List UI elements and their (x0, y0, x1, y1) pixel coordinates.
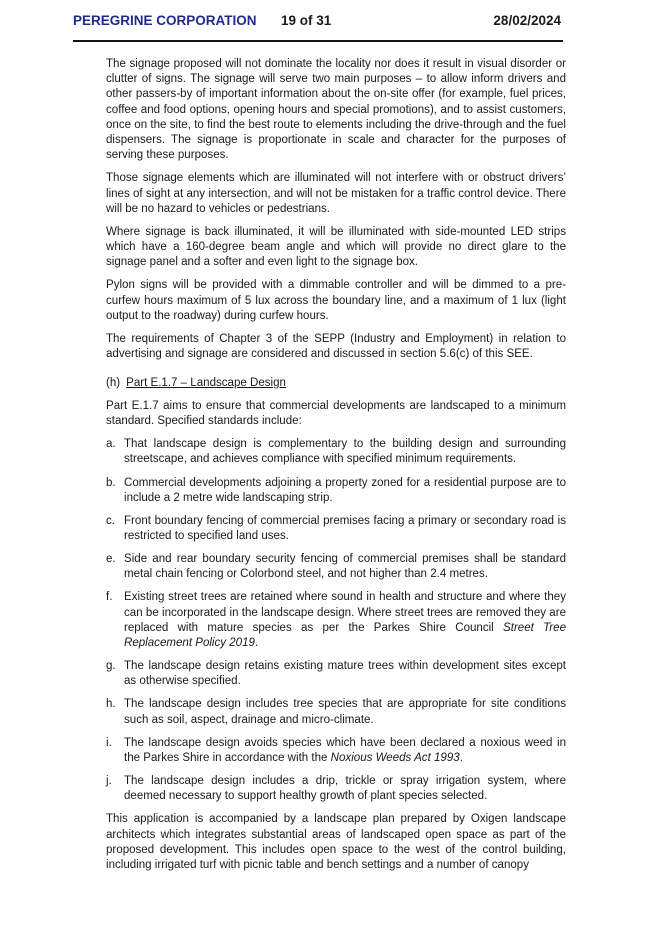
paragraph: Where signage is back illuminated, it will be illuminated with side-mounted LED strips which have a 160-degree beam angle and which will provide no direct glare to the signage panel and a softer and even light to the signage box. (106, 225, 566, 269)
list-item-text (124, 590, 566, 651)
list-item (106, 774, 566, 804)
document-body (106, 57, 566, 881)
list-item (106, 697, 566, 727)
closing-paragraph: This application is accompanied by a landscape plan prepared by Oxigen landscape architects which integrates substantial areas of landscaped open space as part of the proposed development. This includes open space to the west of the control building, including irrigated turf with picnic table and bench settings and a number of canopy (106, 813, 566, 871)
list-item-text: The landscape design retains existing mature trees within development sites except as otherwise specified. (124, 660, 566, 688)
section-heading (106, 376, 566, 391)
list-item-text (124, 736, 566, 766)
list-item-label: b. (106, 476, 116, 489)
section-title: Part E.1.7 – Landscape Design (126, 377, 286, 390)
list-item-label: i. (106, 736, 112, 749)
paragraph: Those signage elements which are illuminated will not interfere with or obstruct drivers’ lines of sight at any intersection, and will not be mistaken for a traffic control device. There will be no hazard to vehicles or pedestrians. (106, 172, 566, 215)
list-item-text-end: . (459, 751, 463, 764)
list-item-text: That landscape design is complementary to the building design and surrounding streetscape, and achieves compliance with specified minimum requirements. (124, 438, 566, 466)
list-item (106, 590, 566, 651)
list-item-label: h. (106, 698, 116, 711)
list-item-text: Commercial developments adjoining a property zoned for a residential purpose are to include a 2 metre wide landscaping strip. (124, 476, 566, 504)
list-item-text-main: Existing street trees are retained where sound in health and structure and where they can be incorporated in the landscape design. Where street trees are removed they are replaced with mature species as per the Parkes Shire Council (124, 591, 566, 634)
list-item-label: e. (106, 553, 116, 566)
act-title: Noxious Weeds Act 1993 (330, 751, 460, 764)
list-item (106, 552, 566, 582)
list-item (106, 476, 566, 506)
page-number: 19 of 31 (281, 13, 332, 28)
list-item-label: j. (106, 775, 112, 787)
list-item-text-end: . (254, 637, 259, 650)
paragraph: Pylon signs will be provided with a dimmable controller and will be dimmed to a pre-curfew hours maximum of 5 lux across the boundary line, and a maximum of 1 lux (light output to the roadway) during curfew hours. (106, 279, 566, 322)
section-intro: Part E.1.7 aims to ensure that commercial developments are landscaped to a minimum standard. Specified standards include: (106, 399, 566, 428)
paragraph: The signage proposed will not dominate the locality nor does it result in visual disorder or clutter of signs. The signage will serve two main purposes – to allow inform drivers and other passers-by of important information about the on-site offer (for example, fuel prices, coffee and food options, opening hours and special promotions), and to assist customers, once on the site, to find the best route to elements including the drive-through and the fuel dispensers. The signage is proportionate in scale and character for the purposes of serving these purposes. (106, 58, 566, 162)
page-header (73, 13, 561, 39)
list-item-text: The landscape design includes tree species that are appropriate for site conditions such as soil, aspect, drainage and micro-climate. (124, 698, 566, 726)
section-number: (h) (106, 377, 121, 390)
document-date: 28/02/2024 (493, 13, 561, 28)
list-item (106, 659, 566, 689)
list-item-text: Front boundary fencing of commercial premises facing a primary or secondary road is restricted to specified land uses. (124, 514, 566, 543)
list-item-text: Side and rear boundary security fencing of commercial premises shall be standard metal chain fencing or Colorbond steel, and not higher than 2.4 metres. (124, 553, 566, 581)
list-item (106, 437, 566, 467)
policy-title: Street Tree Replacement Policy 2019 (124, 621, 566, 650)
list-item-text-main: The landscape design avoids species which have been declared a noxious weed in the Parkes Shire in accordance with the (124, 736, 566, 764)
list-item (106, 514, 566, 544)
list-item-label: g. (106, 660, 116, 673)
list-item-label: c. (106, 514, 115, 527)
list-item-label: f. (106, 591, 113, 604)
header-divider (73, 40, 563, 42)
list-item-text: The landscape design includes a drip, trickle or spray irrigation system, where deemed necessary to support healthy growth of plant species selected. (124, 775, 566, 803)
paragraph: The requirements of Chapter 3 of the SEPP (Industry and Employment) in relation to advertising and signage are considered and discussed in section 5.6(c) of this SEE. (106, 332, 566, 361)
list-item (106, 736, 566, 766)
company-name: PEREGRINE CORPORATION (73, 13, 257, 28)
list-item-label: a. (106, 438, 116, 451)
